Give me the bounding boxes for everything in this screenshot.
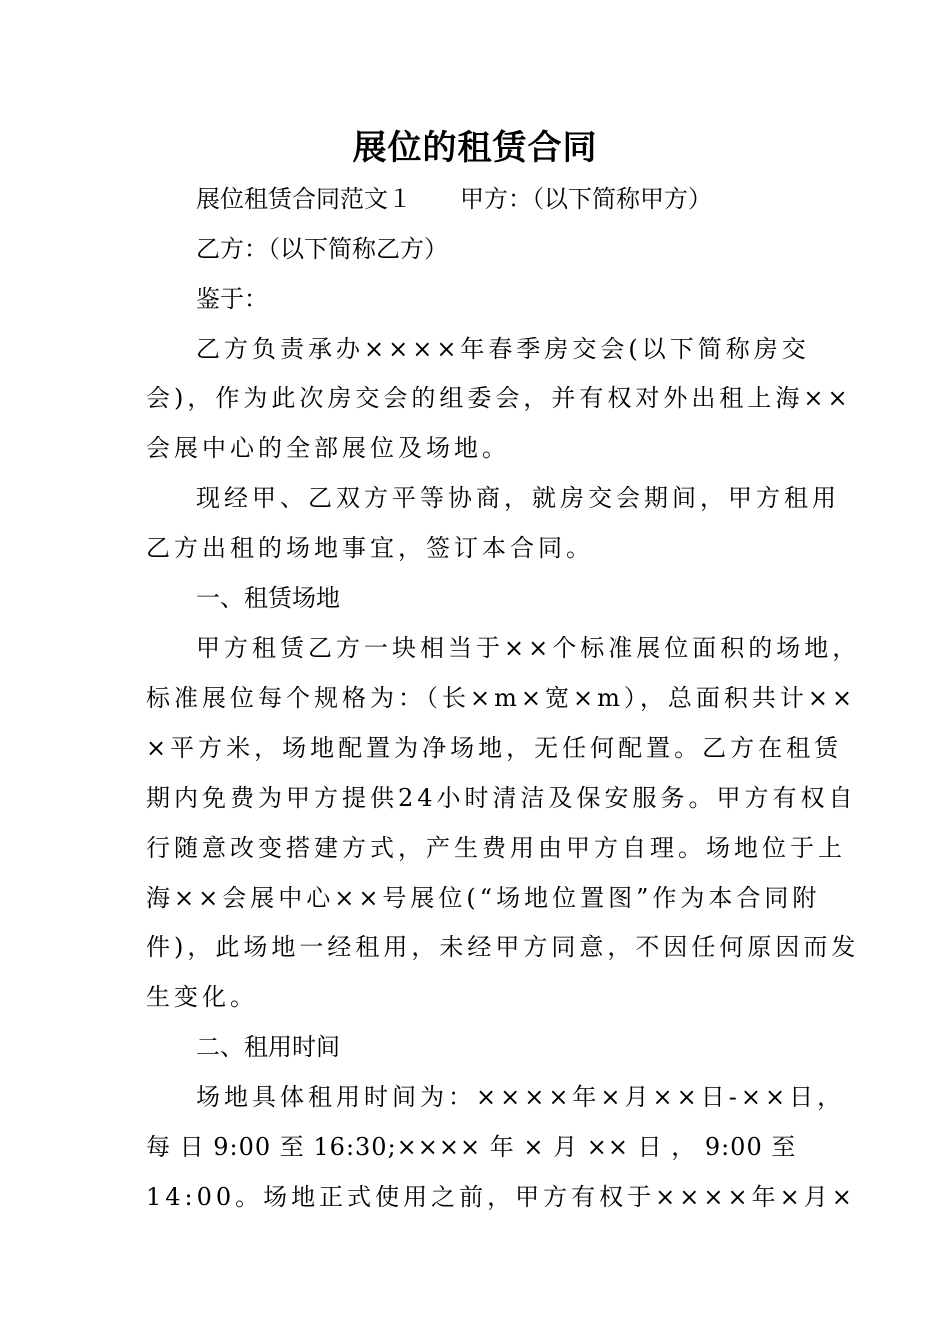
section-heading: 二、租用时间: [196, 1033, 340, 1061]
party-b-label: 乙方：（以下简称乙方）: [196, 235, 448, 263]
paragraph-line: ×平方米，场地配置为净场地，无任何配置。乙方在租赁: [146, 734, 843, 762]
paragraph-line: 乙方出租的场地事宜，签订本合同。: [146, 534, 594, 562]
paragraph-line: 甲方租赁乙方一块相当于××个标准展位面积的场地，: [196, 634, 861, 662]
paragraph-line: 14:00。场地正式使用之前，甲方有权于××××年×月×: [146, 1183, 856, 1211]
paragraph-line: 期内免费为甲方提供24小时清洁及保安服务。甲方有权自: [146, 784, 857, 812]
section-heading: 一、租赁场地: [196, 584, 340, 612]
document-title: 展位的租赁合同: [352, 128, 598, 168]
paragraph-line: 件)，此场地一经租用，未经甲方同意，不因任何原因而发: [146, 933, 860, 961]
paragraph-line: 会)，作为此次房交会的组委会，并有权对外出租上海××: [146, 384, 852, 412]
paragraph-line: 会展中心的全部展位及场地。: [146, 434, 510, 462]
whereas-label: 鉴于：: [196, 285, 268, 313]
paragraph-line: 生变化。: [146, 983, 258, 1011]
paragraph-line: 乙方负责承办××××年春季房交会(以下简称房交: [196, 335, 810, 363]
paragraph-line: 现经甲、乙双方平等协商，就房交会期间，甲方租用: [196, 484, 840, 512]
paragraph-line: [196, 181, 712, 217]
paragraph-line: 每 日 9:00 至 16:30;×××× 年 × 月 ×× 日 ， 9:00 至: [146, 1133, 797, 1161]
party-a-label: 甲方：（以下简称甲方）: [460, 185, 712, 213]
paragraph-line: 行随意改变搭建方式，产生费用由甲方自理。场地位于上: [146, 834, 846, 862]
paragraph-line: 海××会展中心××号展位(“场地位置图”作为本合同附: [146, 884, 821, 912]
paragraph-line: 场地具体租用时间为：××××年×月××日-××日，: [196, 1083, 846, 1111]
paragraph-line: 标准展位每个规格为：（长×m×宽×m），总面积共计××: [146, 684, 857, 712]
sample-heading: 展位租赁合同范文１: [196, 185, 412, 213]
